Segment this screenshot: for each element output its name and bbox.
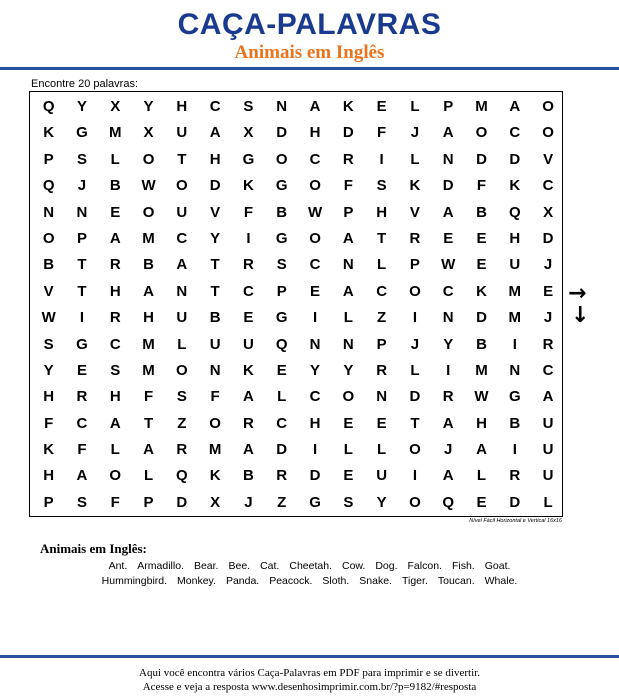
grid-letter: D [342, 124, 354, 142]
grid-letter: A [442, 203, 454, 221]
grid-letter: X [243, 124, 254, 142]
grid-letter: E [76, 361, 87, 379]
grid-letter: Q [508, 203, 521, 221]
grid-letter: O [409, 493, 421, 511]
grid-letter: A [243, 388, 254, 406]
word-list-row-2 [0, 575, 619, 587]
grid-letter: U [542, 441, 554, 459]
grid-letter: D [276, 441, 288, 459]
grid-letter: R [409, 229, 421, 247]
footer-line-1: Aqui você encontra vários Caça-Palavras em PDF para imprimir e se divertir. [139, 667, 480, 679]
grid-letter: P [43, 493, 54, 511]
arrow-right-icon: → [568, 281, 587, 306]
grid-letter: Q [176, 467, 188, 485]
grid-letter: M [475, 98, 488, 115]
grid-letter: C [209, 98, 221, 115]
grid-letter: M [475, 361, 488, 379]
grid-letter: W [441, 256, 456, 274]
grid-letter: J [543, 256, 553, 274]
grid-letter: P [376, 335, 387, 353]
grid-letter: W [474, 388, 489, 406]
grid-letter: N [309, 335, 321, 353]
grid-letter: Y [210, 229, 221, 247]
word-search-grid-box [29, 91, 563, 517]
grid-letter: E [476, 229, 487, 247]
word-list-item: Sloth. [322, 575, 350, 587]
grid-letter: E [376, 98, 387, 115]
grid-letter: B [143, 256, 154, 274]
grid-letter: L [410, 150, 420, 168]
word-list-item: Armadillo. [137, 560, 184, 572]
grid-letter: K [43, 124, 55, 142]
grid-letter: B [209, 309, 221, 327]
grid-letter: E [343, 467, 354, 485]
grid-letter: L [410, 361, 420, 379]
grid-letter: I [246, 229, 251, 247]
grid-letter: U [176, 124, 188, 142]
grid-letter: A [143, 441, 154, 459]
grid-letter: M [508, 282, 522, 300]
grid-letter: R [276, 467, 288, 485]
grid-letter: P [443, 98, 454, 115]
grid-letter: Q [42, 177, 55, 195]
grid-letter: E [476, 256, 487, 274]
grid-letter: D [442, 177, 454, 195]
word-list-item: Ant. [108, 560, 128, 572]
grid-letter: V [43, 282, 54, 300]
grid-letter: F [44, 414, 54, 432]
grid-letter: M [142, 229, 155, 247]
grid-letter: A [209, 124, 221, 142]
word-list-item: Hummingbird. [101, 575, 168, 587]
grid-letter: T [377, 229, 387, 247]
grid-letter: X [210, 493, 221, 511]
grid-letter: A [342, 229, 354, 247]
grid-letter: S [276, 256, 287, 274]
grid-letter: A [442, 414, 454, 432]
grid-letter: T [410, 414, 420, 432]
grid-letter: O [542, 124, 554, 142]
grid-letter: G [275, 229, 288, 247]
grid-letter: S [76, 150, 87, 168]
grid-letter: O [275, 150, 288, 168]
grid-letter: Y [76, 98, 87, 115]
grid-letter: F [143, 388, 154, 406]
word-list-item: Bear. [193, 560, 219, 572]
grid-letter: L [476, 467, 487, 485]
grid-letter: F [77, 441, 87, 459]
grid-letter: C [176, 229, 188, 247]
word-list-item: Peacock. [269, 575, 313, 587]
grid-letter: C [309, 150, 321, 168]
grid-letter: H [309, 124, 321, 142]
grid-letter: P [43, 150, 54, 168]
grid-letter: N [342, 256, 354, 274]
instruction-text: Encontre 20 palavras: [31, 78, 139, 90]
grid-letter: Z [277, 493, 287, 511]
grid-letter: M [142, 335, 155, 353]
grid-letter: K [243, 361, 254, 379]
grid-letter: L [110, 441, 120, 459]
grid-letter: J [444, 441, 453, 459]
grid-letter: O [309, 177, 321, 195]
grid-letter: O [309, 229, 321, 247]
grid-letter: O [342, 388, 355, 406]
grid-letter: A [542, 388, 554, 406]
grid-letter: O [142, 203, 155, 221]
word-list-item: Monkey. [177, 575, 216, 587]
grid-letter: D [476, 150, 487, 168]
grid-letter: S [243, 98, 254, 115]
grid-letter: U [176, 203, 188, 221]
grid-letter: U [243, 335, 254, 353]
grid-letter: V [543, 150, 554, 168]
grid-letter: D [276, 124, 288, 142]
grid-letter: V [210, 203, 221, 221]
grid-letter: Y [343, 361, 354, 379]
grid-letter: A [509, 98, 521, 115]
grid-letter: J [410, 335, 420, 353]
grid-letter: R [109, 309, 121, 327]
grid-letter: R [76, 388, 88, 406]
grid-letter: O [209, 414, 221, 432]
grid-letter: A [442, 467, 454, 485]
word-list-row-1 [0, 560, 619, 572]
grid-letter: O [409, 441, 421, 459]
grid-letter: K [342, 98, 354, 115]
grid-letter: F [377, 124, 387, 142]
grid-letter: I [379, 150, 384, 168]
word-search-grid [30, 94, 566, 516]
grid-letter: J [543, 309, 553, 327]
arrow-down-icon: ↓ [571, 303, 590, 328]
grid-letter: V [409, 203, 420, 221]
grid-letter: R [342, 150, 354, 168]
grid-letter: D [176, 493, 188, 511]
grid-letter: L [410, 98, 420, 115]
level-note: Nível Fácil Horizontal e Vertical 16x16 [469, 518, 562, 524]
grid-letter: X [543, 203, 554, 221]
grid-letter: O [542, 98, 554, 115]
grid-letter: T [210, 256, 220, 274]
grid-letter: E [543, 282, 554, 300]
word-list-title: Animais em Inglês: [40, 541, 147, 556]
page-title: CAÇA-PALAVRAS [177, 8, 442, 41]
grid-letter: R [542, 335, 554, 353]
grid-letter: T [143, 414, 154, 432]
grid-letter: K [209, 467, 221, 485]
grid-letter: N [342, 335, 354, 353]
page-subtitle: Animais em Inglês [234, 42, 385, 63]
grid-letter: L [377, 256, 387, 274]
grid-letter: E [243, 309, 254, 327]
grid-letter: N [176, 282, 188, 300]
grid-letter: B [509, 414, 521, 432]
grid-letter: C [309, 388, 321, 406]
grid-letter: X [143, 124, 154, 142]
grid-letter: G [275, 177, 288, 195]
grid-letter: W [41, 309, 56, 327]
grid-letter: M [208, 441, 222, 459]
grid-letter: C [542, 361, 554, 379]
grid-letter: L [277, 388, 287, 406]
word-list-item: Fish. [451, 560, 475, 572]
grid-letter: R [176, 441, 188, 459]
grid-letter: I [312, 309, 318, 327]
grid-letter: A [342, 282, 354, 300]
grid-letter: A [143, 282, 154, 300]
grid-letter: O [475, 124, 488, 142]
grid-letter: E [343, 414, 354, 432]
grid-letter: E [443, 229, 454, 247]
grid-letter: C [243, 282, 254, 300]
grid-letter: M [108, 124, 122, 142]
grid-letter: L [543, 493, 553, 511]
grid-letter: T [177, 150, 187, 168]
grid-letter: O [176, 177, 188, 195]
grid-letter: Y [310, 361, 321, 379]
grid-letter: E [310, 282, 321, 300]
grid-letter: A [76, 467, 88, 485]
grid-letter: N [76, 203, 88, 221]
grid-letter: H [476, 414, 487, 432]
word-list-item: Cow. [341, 560, 366, 572]
grid-letter: R [509, 467, 521, 485]
word-list-item: Goat. [484, 560, 511, 572]
word-list-item: Tiger. [401, 575, 428, 587]
grid-letter: R [376, 361, 388, 379]
grid-letter: S [43, 335, 54, 353]
grid-letter: Y [143, 98, 154, 115]
grid-letter: I [512, 335, 517, 353]
grid-letter: I [512, 441, 517, 459]
grid-letter: U [509, 256, 521, 274]
grid-letter: C [542, 177, 554, 195]
grid-letter: R [109, 256, 121, 274]
grid-letter: D [542, 229, 554, 247]
grid-letter: K [509, 177, 521, 195]
grid-letter: N [442, 150, 454, 168]
grid-letter: S [110, 361, 121, 379]
grid-letter: H [209, 150, 221, 168]
grid-letter: C [442, 282, 454, 300]
grid-letter: T [77, 256, 87, 274]
grid-letter: C [509, 124, 521, 142]
grid-letter: K [476, 282, 487, 300]
grid-letter: Q [442, 493, 455, 511]
grid-letter: L [377, 441, 387, 459]
header-rule [0, 67, 619, 70]
grid-letter: H [43, 388, 55, 406]
grid-letter: K [409, 177, 421, 195]
grid-letter: I [446, 361, 451, 379]
grid-letter: U [376, 467, 388, 485]
grid-letter: I [312, 441, 318, 459]
grid-letter: G [242, 150, 255, 168]
word-list-item: Whale. [484, 575, 518, 587]
grid-letter: O [142, 150, 155, 168]
grid-letter: A [243, 441, 254, 459]
grid-letter: U [542, 414, 554, 432]
grid-letter: J [244, 493, 253, 511]
grid-letter: C [76, 414, 88, 432]
grid-letter: R [243, 414, 254, 432]
grid-letter: N [209, 361, 221, 379]
grid-letter: D [509, 493, 521, 511]
grid-letter: L [110, 150, 120, 168]
grid-letter: Q [42, 98, 55, 115]
grid-letter: Z [177, 414, 187, 432]
grid-letter: C [309, 256, 321, 274]
grid-letter: M [508, 309, 522, 327]
grid-letter: F [243, 203, 254, 221]
grid-letter: Y [43, 361, 54, 379]
grid-letter: E [276, 361, 287, 379]
grid-letter: H [176, 98, 188, 115]
grid-letter: L [177, 335, 187, 353]
grid-letter: O [109, 467, 122, 485]
word-list-item: Toucan. [437, 575, 475, 587]
grid-letter: H [376, 203, 388, 221]
grid-letter: U [176, 309, 188, 327]
grid-letter: H [109, 282, 121, 300]
grid-letter: A [309, 98, 321, 115]
grid-letter: T [210, 282, 220, 300]
grid-letter: L [143, 467, 154, 485]
grid-letter: B [476, 335, 487, 353]
grid-letter: Z [377, 309, 387, 327]
grid-letter: K [243, 177, 254, 195]
grid-letter: N [376, 388, 388, 406]
grid-letter: B [276, 203, 288, 221]
grid-letter: P [143, 493, 154, 511]
grid-letter: H [109, 388, 121, 406]
grid-letter: R [243, 256, 254, 274]
grid-letter: E [376, 414, 387, 432]
grid-letter: H [509, 229, 521, 247]
grid-letter: D [309, 467, 321, 485]
grid-letter: A [109, 414, 121, 432]
word-list-item: Cheetah. [289, 560, 332, 572]
grid-letter: G [76, 335, 88, 353]
footer-rule [0, 655, 619, 658]
grid-letter: O [176, 361, 188, 379]
word-list-item: Snake. [359, 575, 392, 587]
grid-letter: H [309, 414, 321, 432]
grid-letter: L [343, 309, 353, 327]
grid-letter: C [276, 414, 288, 432]
grid-letter: D [209, 177, 221, 195]
grid-letter: G [309, 493, 321, 511]
grid-letter: A [442, 124, 454, 142]
grid-letter: E [110, 203, 121, 221]
grid-letter: B [243, 467, 254, 485]
grid-letter: S [76, 493, 87, 511]
grid-letter: D [476, 309, 487, 327]
grid-letter: G [275, 309, 288, 327]
grid-letter: I [79, 309, 85, 327]
grid-letter: U [542, 467, 554, 485]
grid-letter: P [409, 256, 420, 274]
grid-letter: S [376, 177, 387, 195]
grid-letter: B [109, 177, 121, 195]
grid-letter: N [442, 309, 454, 327]
grid-letter: J [410, 124, 420, 142]
grid-letter: R [442, 388, 454, 406]
grid-letter: K [43, 441, 55, 459]
grid-letter: Q [275, 335, 288, 353]
footer-line-2: Acesse e veja a resposta www.desenhosimprimir.com.br/?p=9182/#resposta [142, 681, 477, 693]
grid-letter: F [210, 388, 220, 406]
grid-letter: H [43, 467, 55, 485]
grid-letter: W [141, 177, 156, 195]
grid-letter: H [143, 309, 154, 327]
grid-letter: Y [376, 493, 387, 511]
grid-letter: Y [443, 335, 454, 353]
grid-letter: N [509, 361, 521, 379]
grid-letter: O [42, 229, 55, 247]
word-list-item: Cat. [260, 560, 280, 572]
grid-letter: G [76, 124, 88, 142]
grid-letter: W [307, 203, 323, 221]
grid-letter: N [43, 203, 55, 221]
grid-letter: D [409, 388, 421, 406]
grid-letter: J [77, 177, 87, 195]
grid-letter: B [43, 256, 55, 274]
grid-letter: F [476, 177, 487, 195]
grid-letter: A [109, 229, 121, 247]
grid-letter: S [176, 388, 187, 406]
grid-letter: A [476, 441, 487, 459]
grid-letter: G [508, 388, 521, 406]
grid-letter: L [343, 441, 353, 459]
word-list-item: Panda. [225, 575, 260, 587]
grid-letter: D [509, 150, 521, 168]
grid-letter: P [276, 282, 287, 300]
grid-letter: N [276, 98, 288, 115]
grid-letter: A [176, 256, 188, 274]
word-list-item: Falcon. [407, 560, 442, 572]
word-list-item: Dog. [375, 560, 398, 572]
grid-letter: X [110, 98, 121, 115]
grid-letter: C [376, 282, 388, 300]
grid-letter: U [209, 335, 221, 353]
grid-letter: F [343, 177, 353, 195]
grid-letter: E [476, 493, 487, 511]
grid-letter: O [409, 282, 421, 300]
grid-letter: C [109, 335, 121, 353]
grid-letter: P [343, 203, 354, 221]
grid-letter: B [476, 203, 487, 221]
grid-letter: I [412, 467, 417, 485]
grid-letter: F [110, 493, 120, 511]
word-list-item: Bee. [228, 560, 251, 572]
grid-letter: P [76, 229, 87, 247]
grid-letter: T [77, 282, 87, 300]
grid-letter: S [343, 493, 354, 511]
grid-letter: I [412, 309, 417, 327]
grid-letter: M [142, 361, 155, 379]
